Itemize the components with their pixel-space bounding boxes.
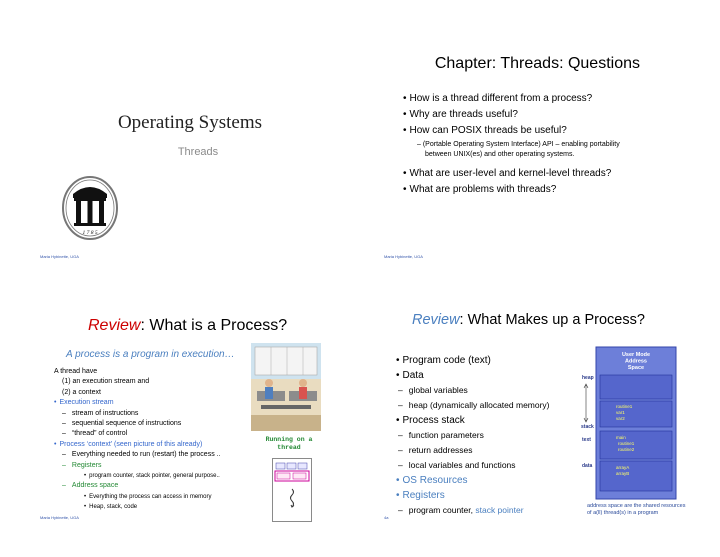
list-item: • What are problems with threads? xyxy=(403,182,703,198)
list-item: – Registers xyxy=(54,461,254,471)
uga-arch-logo xyxy=(60,174,120,242)
list-item: – global variables xyxy=(396,383,592,398)
data-entry: arrayA xyxy=(616,465,630,470)
stack-entry: routine1 xyxy=(616,404,633,409)
list-item: A thread have xyxy=(54,368,98,375)
list-item: • OS Resources xyxy=(396,473,592,488)
slide3-title-text: : What is a Process? xyxy=(140,317,288,334)
diagram-header-2: Address xyxy=(624,358,648,365)
logo-year: 1 7 8 5 xyxy=(82,230,98,236)
slide2-footer: Maria Hybinette, UGA xyxy=(384,254,423,259)
list-item: • Data xyxy=(396,368,592,383)
list-item: • Heap, stack, code xyxy=(54,502,254,512)
list-item: – sequential sequence of instructions xyxy=(54,419,254,429)
review-label: Review xyxy=(412,312,460,328)
posix-note-line2: between UNIX(es) and other operating systems. xyxy=(425,151,575,158)
list-item: • How can POSIX threads be useful? xyxy=(403,123,703,139)
list-item: • Everything the process can access in memory xyxy=(54,492,254,502)
list-item: • How is a thread different from a process? xyxy=(403,91,703,107)
posix-note xyxy=(403,140,703,160)
slide4-title xyxy=(412,312,645,328)
thread-memory-diagram xyxy=(272,458,312,522)
heap-label: heap xyxy=(582,375,594,381)
list-item: • Why are threads useful? xyxy=(403,107,703,123)
list-item: – Address space xyxy=(54,481,254,491)
address-space-diagram xyxy=(578,345,678,505)
process-definition: A process is a program in execution… xyxy=(66,349,235,360)
slide4-process-parts-list xyxy=(396,353,592,518)
slide-title xyxy=(0,0,360,278)
list-item: (1) an execution stream and xyxy=(62,378,150,386)
text-entry: main xyxy=(616,435,626,440)
list-item: • Execution stream xyxy=(54,398,254,408)
list-item: • program counter, stack pointer, general purpose.. xyxy=(54,471,254,481)
slide3-thread-list xyxy=(54,367,254,513)
diagram-header-1: User Mode xyxy=(621,352,651,358)
diagram-header-3: Space xyxy=(627,365,645,371)
list-item: • Program code (text) xyxy=(396,353,592,368)
list-item: – function parameters xyxy=(396,428,592,443)
slide1-title: Operating Systems xyxy=(117,112,263,133)
list-item: – heap (dynamically allocated memory) xyxy=(396,398,592,413)
list-item: • Registers xyxy=(396,488,592,503)
slide1-footer: Maria Hybinette, UGA xyxy=(40,254,79,259)
list-item: – return addresses xyxy=(396,443,592,458)
posix-note-line1: – (Portable Operating System Interface) API – enabling portability xyxy=(417,141,620,148)
list-item: • What are user-level and kernel-level threads? xyxy=(403,166,703,182)
list-item: – local variables and functions xyxy=(396,458,592,473)
list-item: – program counter, stack pointer xyxy=(396,503,592,518)
address-space-note: address space are the shared resources of a(ll) thread(s) in a program xyxy=(587,503,686,516)
stack-entry: var2 xyxy=(616,416,625,421)
list-item: – “thread” of control xyxy=(54,429,254,439)
data-label: data xyxy=(582,463,593,469)
cartoon-caption: Running on a thread xyxy=(265,436,313,451)
slide2-question-list xyxy=(403,91,703,198)
text-label: text xyxy=(582,437,591,443)
data-entry: arrayB xyxy=(616,471,630,476)
list-item: • Process ‘context’ (seen picture of this already) xyxy=(54,440,254,450)
stack-entry: var1 xyxy=(616,410,625,415)
list-item: • Process stack xyxy=(396,413,592,428)
slide2-title: Chapter: Threads: Questions xyxy=(434,55,640,72)
list-item: (2) a context xyxy=(62,388,101,396)
list-item: – stream of instructions xyxy=(54,409,254,419)
slide3-footer: Maria Hybinette, UGA xyxy=(40,515,79,520)
list-item: – Everything needed to run (restart) the process .. xyxy=(54,450,254,460)
cartoon-image xyxy=(251,343,321,431)
slide4-title-text: : What Makes up a Process? xyxy=(459,312,645,328)
text-entry: routine2 xyxy=(618,447,635,452)
slide3-title xyxy=(88,317,287,335)
text-entry: routine1 xyxy=(618,441,635,446)
review-label: Review xyxy=(88,317,141,334)
slide1-subtitle: Threads xyxy=(177,146,219,158)
slide4-page-number: 4a xyxy=(384,515,389,520)
stack-label: stack xyxy=(581,424,594,430)
